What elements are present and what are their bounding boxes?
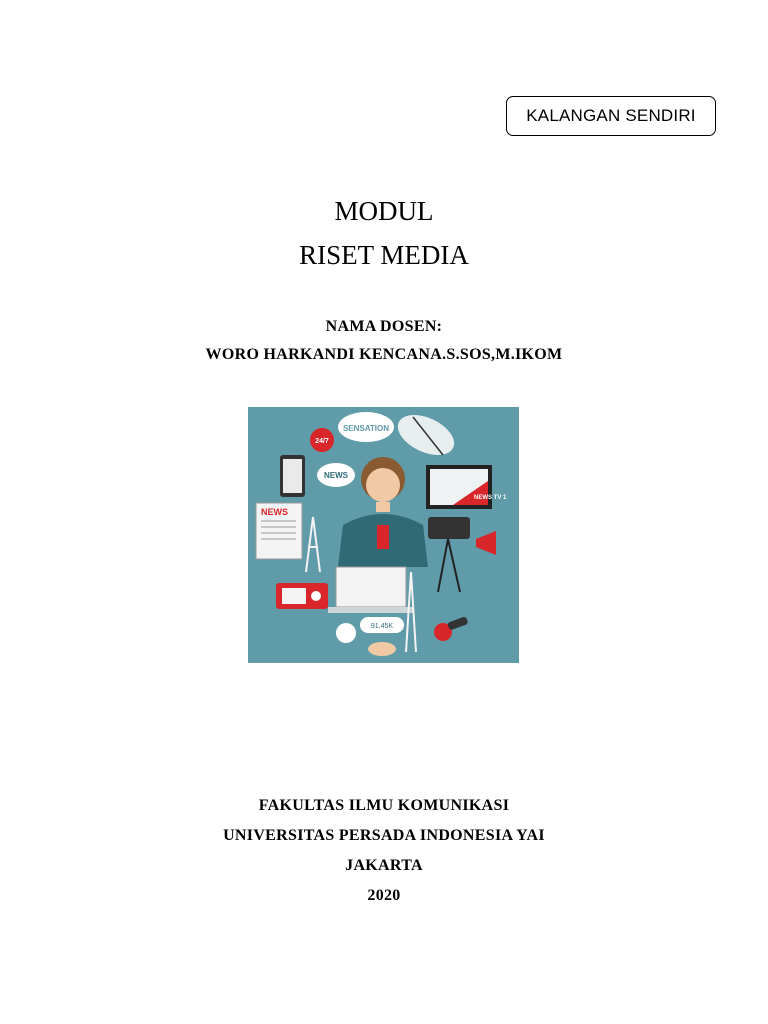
faculty-name: FAKULTAS ILMU KOMUNIKASI bbox=[258, 797, 510, 814]
document-title-line-2: RISET MEDIA bbox=[299, 240, 469, 270]
likes-bubble bbox=[360, 617, 404, 633]
svg-text:NEWS: NEWS bbox=[261, 507, 288, 517]
document-title-line-1: MODUL bbox=[334, 196, 434, 226]
laptop-icon bbox=[328, 567, 414, 613]
question-bubble bbox=[336, 623, 356, 643]
radio-icon bbox=[276, 583, 328, 609]
svg-text:91.45K: 91.45K bbox=[370, 623, 394, 630]
svg-text:SENSATION: SENSATION bbox=[342, 424, 390, 433]
media-illustration bbox=[248, 407, 519, 663]
year: 2020 bbox=[367, 887, 401, 904]
svg-text:NEWS TV 1: NEWS TV 1 bbox=[474, 495, 507, 501]
sensation-bubble bbox=[338, 412, 394, 442]
university-name: UNIVERSITAS PERSADA INDONESIA YAI bbox=[223, 827, 545, 844]
lecturer-name: WORO HARKANDI KENCANA.S.SOS,M.IKOM bbox=[205, 346, 563, 363]
city-name: JAKARTA bbox=[345, 857, 423, 874]
news-bubble bbox=[317, 463, 355, 487]
handshake-icon bbox=[368, 642, 396, 656]
svg-text:24/7: 24/7 bbox=[315, 438, 329, 445]
newspaper-icon bbox=[256, 503, 302, 559]
lecturer-label: NAMA DOSEN: bbox=[325, 318, 443, 335]
confidential-badge: KALANGAN SENDIRI bbox=[506, 96, 716, 136]
twentyfour-seven-badge bbox=[310, 428, 334, 452]
svg-text:NEWS: NEWS bbox=[324, 471, 348, 480]
